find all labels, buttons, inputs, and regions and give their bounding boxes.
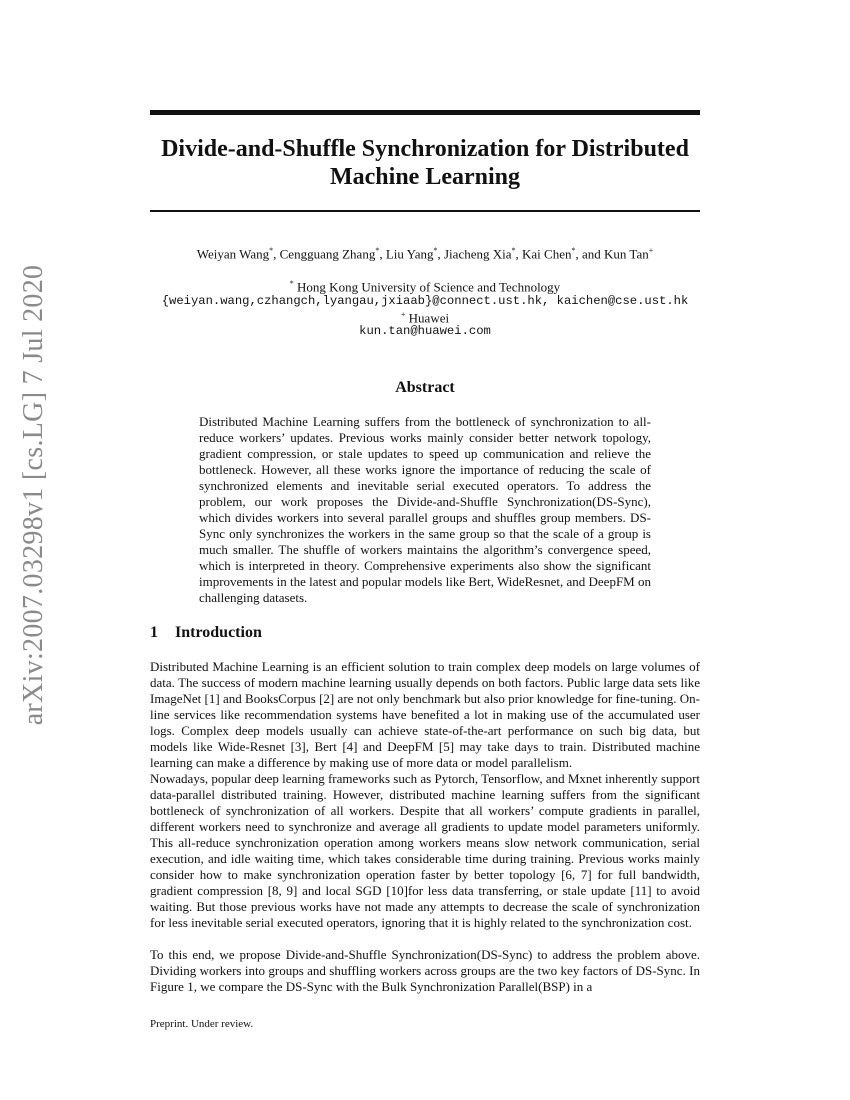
affiliation-1-emails: {weiyan.wang,czhangch,lyangau,jxiaab}@connect.ust.hk, kaichen@cse.ust.hk (161, 294, 689, 308)
affiliation-mark: * (289, 279, 294, 288)
author-name: Weiyan Wang (196, 246, 270, 262)
title-rule-top (150, 110, 700, 115)
intro-paragraph-3: To this end, we propose Divide-and-Shuffle Synchronization(DS-Sync) to address the problem above. Dividing workers into groups and shuffling workers across groups are the two key factors of DS-Sync. In Figure 1, we compare the DS-Sync with the Bulk Synchronization Parallel(BSP) in a (150, 947, 700, 994)
title-rule-bottom (150, 210, 700, 212)
author-mark: + (648, 246, 654, 255)
abstract-text: Distributed Machine Learning suffers from the bottleneck of synchronization to all-reduce workers’ updates. Previous works mainly consider better network topology, gradient compression, or stale updates to speed up communication and relieve the bottleneck. However, all these works ignore the importance of reducing the scale of synchronized elements and inevitable serial executed operators. To address the problem, our work proposes the Divide-and-Shuffle Synchronization(DS-Sync), which divides workers into several parallel groups and shuffles group members. DS-Sync only synchronizes the workers in the same group so that the scale of a group is much smaller. The shuffle of workers maintains the algorithm’s convergence speed, which is interpreted in theory. Comprehensive experiments also show the significant improvements in the latest and popular models like Bert, WideResnet, and DeepFM on challenging datasets. (199, 414, 651, 605)
intro-paragraph-1: Distributed Machine Learning is an efficient solution to train complex deep models on large volumes of data. The success of modern machine learning usually depends on both factors. Public large data sets like ImageNet [1] and BooksCorpus [2] are not only benchmark but also prior knowledge for fine-tuning. On-line services like recommendation systems have benefited a lot in making use of the accumulated user logs. Complex deep models usually can achieve state-of-the-art performance on such big data, but models like Wide-Resnet [3], Bert [4] and DeepFM [5] may take days to train. Distributed machine learning can make a difference by making use of more data or model parallelism. (150, 659, 700, 770)
author-separator: , (515, 246, 523, 262)
affiliation-2-email: kun.tan@huawei.com (359, 324, 491, 338)
author-list (120, 246, 730, 262)
author-name: Kun Tan (604, 246, 649, 262)
section-number: 1 (150, 624, 158, 641)
author-separator: , and (575, 246, 605, 262)
author-separator: , (273, 246, 280, 262)
author-name: Liu Yang (385, 246, 434, 262)
author-separator: , (437, 246, 444, 262)
arxiv-side-identifier (9, 0, 59, 1100)
affiliation-name: Hong Kong University of Science and Technology (297, 279, 561, 295)
affiliation-mark: + (400, 310, 406, 319)
author-mark: * (571, 246, 576, 255)
affiliation-name: Huawei (408, 310, 450, 326)
author-name: Jiacheng Xia (444, 246, 512, 262)
author-name: Cengguang Zhang (279, 246, 376, 262)
abstract-heading: Abstract (395, 379, 455, 396)
author-separator: , (379, 246, 386, 262)
section-title: Introduction (175, 624, 262, 641)
author-mark: * (433, 246, 438, 255)
section-heading-introduction (150, 624, 262, 642)
arxiv-id-text: arXiv:2007.03298v1 [cs.LG] 7 Jul 2020 (18, 264, 49, 726)
preprint-footer: Preprint. Under review. (150, 1018, 254, 1030)
intro-paragraph-2: Nowadays, popular deep learning frameworks such as Pytorch, Tensorflow, and Mxnet inherently support data-parallel distributed training. However, distributed machine learning suffers from the significant bottleneck of synchronization of all workers. Despite that all workers’ compute gradients in parallel, different workers need to synchronize and average all gradients to update model parameters uniformly. This all-reduce synchronization operation among workers means slow network communication, serial execution, and idle waiting time, which takes considerable time during training. Previous works mainly consider how to make synchronization operation faster by better topology [6, 7] for full bandwidth, gradient compression [8, 9] and local SGD [10]for less data transferring, or stale update [11] to avoid waiting. But those previous works have not made any attempts to decrease the scale of synchronization for less inevitable serial executed operators, ignoring that it is highly related to the synchronization cost. (150, 771, 701, 930)
author-name: Kai Chen (522, 246, 572, 262)
author-mark: * (269, 246, 274, 255)
paper-title: Divide-and-Shuffle Synchronization for Distributed Machine Learning (161, 136, 689, 190)
author-mark: * (511, 246, 516, 255)
author-mark: * (375, 246, 380, 255)
